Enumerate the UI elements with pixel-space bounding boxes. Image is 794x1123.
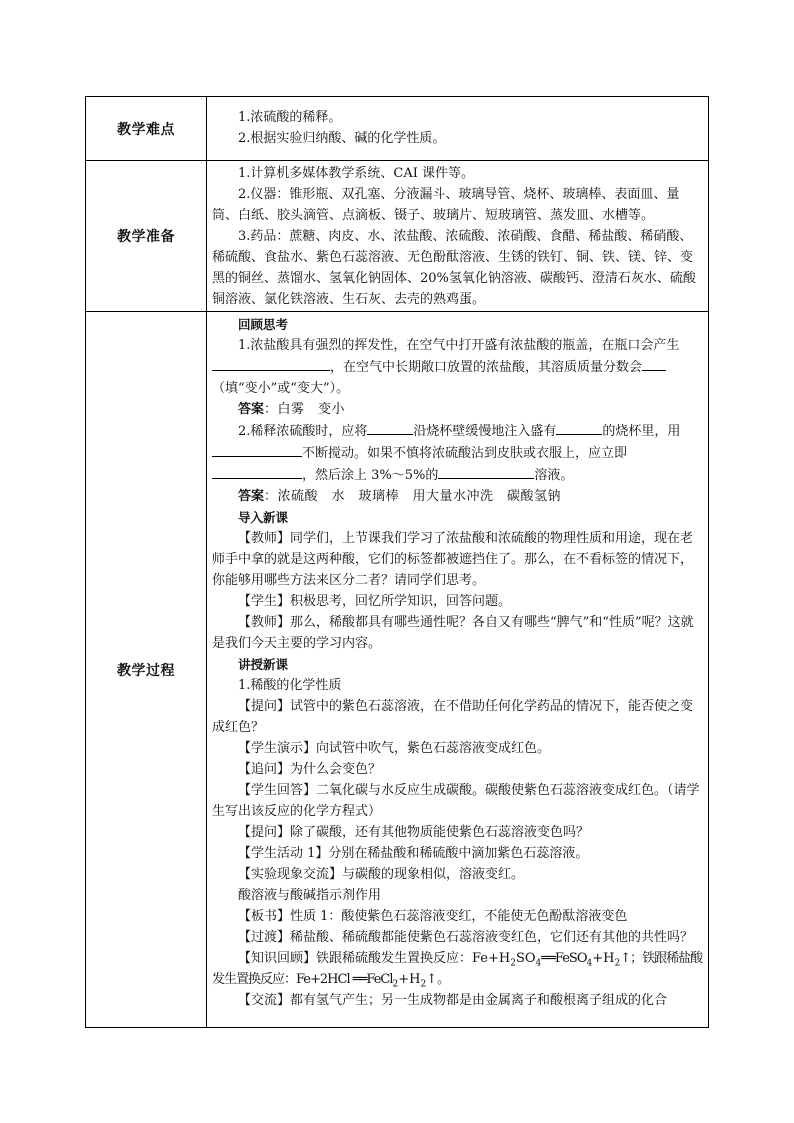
dialogue-question-2: 【提问】除了碳酸，还有其他物质能使紫色石蕊溶液变色吗？ [238,825,590,840]
prep-paragraph-reagents: 3.药品：蔗糖、肉皮、水、浓盐酸、浓硫酸、浓硝酸、食醋、稀盐酸、稀硝酸、稀硫酸、食盐水、紫色石蕊溶液、无色酚酞溶液、生锈的铁钉、铜、铁、镁、锌、变黑的铜丝、蒸馏水、氢氧化钠固体、20%氢氧化钠溶液、碳酸钙、澄清石灰水、硫酸铜溶液、氯化铁溶液、生石灰、去壳的熟鸡蛋。 [212,229,696,307]
prep-paragraph-instruments: 2.仪器：锥形瓶、双孔塞、分液漏斗、玻璃导管、烧杯、玻璃棒、表面皿、量筒、白纸、胶头滴管、点滴板、镊子、玻璃片、短玻璃管、蒸发皿、水槽等。 [212,187,680,223]
lesson-plan-page [85,96,709,1028]
review-answer-2: 答案：浓硫酸 水 玻璃棒 用大量水冲洗 碳酸氢钠 [238,489,562,504]
review-question-1: 1.浓盐酸具有强烈的挥发性，在空气中打开盛有浓盐酸的瓶盖，在瓶口会产生，在空气中长期敞口放置的浓盐酸，其溶质质量分数会（填“变小”或“变大”）。 [212,338,680,396]
dialogue-student-1: 【学生】积极思考，回忆所学知识，回答问题。 [238,594,512,609]
content-teaching-difficulty [207,97,709,161]
dialogue-student-answer: 【学生回答】二氧化碳与水反应生成碳酸。碳酸使紫色石蕊溶液变成红色。（请学生写出该反应的化学方程式） [212,783,700,819]
dialogue-followup: 【追问】为什么会变色？ [238,762,382,777]
dialogue-student-activity: 【学生活动 1】分别在稀盐酸和稀硫酸中滴加紫色石蕊溶液。 [238,846,589,861]
knowledge-review-equations: 【知识回顾】铁跟稀硫酸发生置换反应：$Fe+H_2SO_4══FeSO_4+H_2↑$；铁跟稀盐酸发生置换反应：Fe+2HCl $══FeCl_2+H_2↑$。 [212,951,703,990]
label-teaching-process: 教学过程 [86,312,207,1028]
content-teaching-preparation [207,161,709,312]
section-acid-properties: 1.稀酸的化学性质 [238,678,342,693]
row-teaching-process [86,312,709,1028]
note-indicator: 酸溶液与酸碱指示剂作用 [238,888,382,903]
heading-teach: 讲授新课 [238,657,289,672]
lesson-plan-table [85,96,709,1028]
label-teaching-difficulty: 教学难点 [86,97,207,161]
label-teaching-preparation: 教学准备 [86,161,207,312]
answer-blank [556,420,602,435]
prep-paragraph-1: 1.计算机多媒体教学系统、CAI 课件等。 [238,166,475,181]
dialogue-student-demo: 【学生演示】向试管中吹气，紫色石蕊溶液变成红色。 [238,741,551,756]
board-note-property-1: 【板书】性质 1：酸使紫色石蕊溶液变红，不能使无色酚酞溶液变色 [238,909,628,924]
answer-blank [212,464,302,479]
dialogue-observation: 【实验现象交流】与碳酸的现象相似，溶液变红。 [238,867,525,882]
dialogue-exchange: 【交流】都有氢气产生；另一生成物都是由金属离子和酸根离子组成的化合 [238,993,668,1008]
answer-blank [438,464,534,479]
heading-review: 回顾思考 [238,317,289,332]
answer-blank [212,442,302,457]
row-teaching-preparation [86,161,709,312]
dialogue-transition: 【过渡】稀盐酸、稀硫酸都能使紫色石蕊溶液变红色，它们还有其他的共性吗？ [238,930,694,945]
heading-intro: 导入新课 [238,510,289,525]
dialogue-teacher-1: 【教师】同学们，上节课我们学习了浓盐酸和浓硫酸的物理性质和用途，现在老师手中拿的就是这两种酸，它们的标签都被遮挡住了。那么，在不看标签的情况下，你能够用哪些方法来区分二者？请同学们思考。 [212,531,694,588]
answer-blank [367,420,413,435]
dialogue-question-1: 【提问】试管中的紫色石蕊溶液，在不借助任何化学药品的情况下，能否使之变成红色？ [212,699,694,735]
content-teaching-process [207,312,709,1028]
row-teaching-difficulty [86,97,709,161]
review-question-2: 2.稀释浓硫酸时，应将 沿烧杯壁缓慢地注入盛有 的烧杯里，用不断搅动。如果不慎将浓硫酸沾到皮肤或衣服上，应立即，然后涂上 3%～5%的 溶液。 [212,420,705,486]
difficulty-line-2: 2.根据实验归纳酸、碱的化学性质。 [238,131,446,146]
answer-blank [642,356,666,371]
review-answer-1: 答案：白雾 变小 [238,402,346,417]
answer-blank [212,356,330,371]
difficulty-line-1: 1.浓硫酸的稀释。 [238,110,342,125]
dialogue-teacher-2: 【教师】那么，稀酸都具有哪些通性呢？各自又有哪些“脾气”和“性质”呢？这就是我们今天主要的学习内容。 [212,615,694,651]
